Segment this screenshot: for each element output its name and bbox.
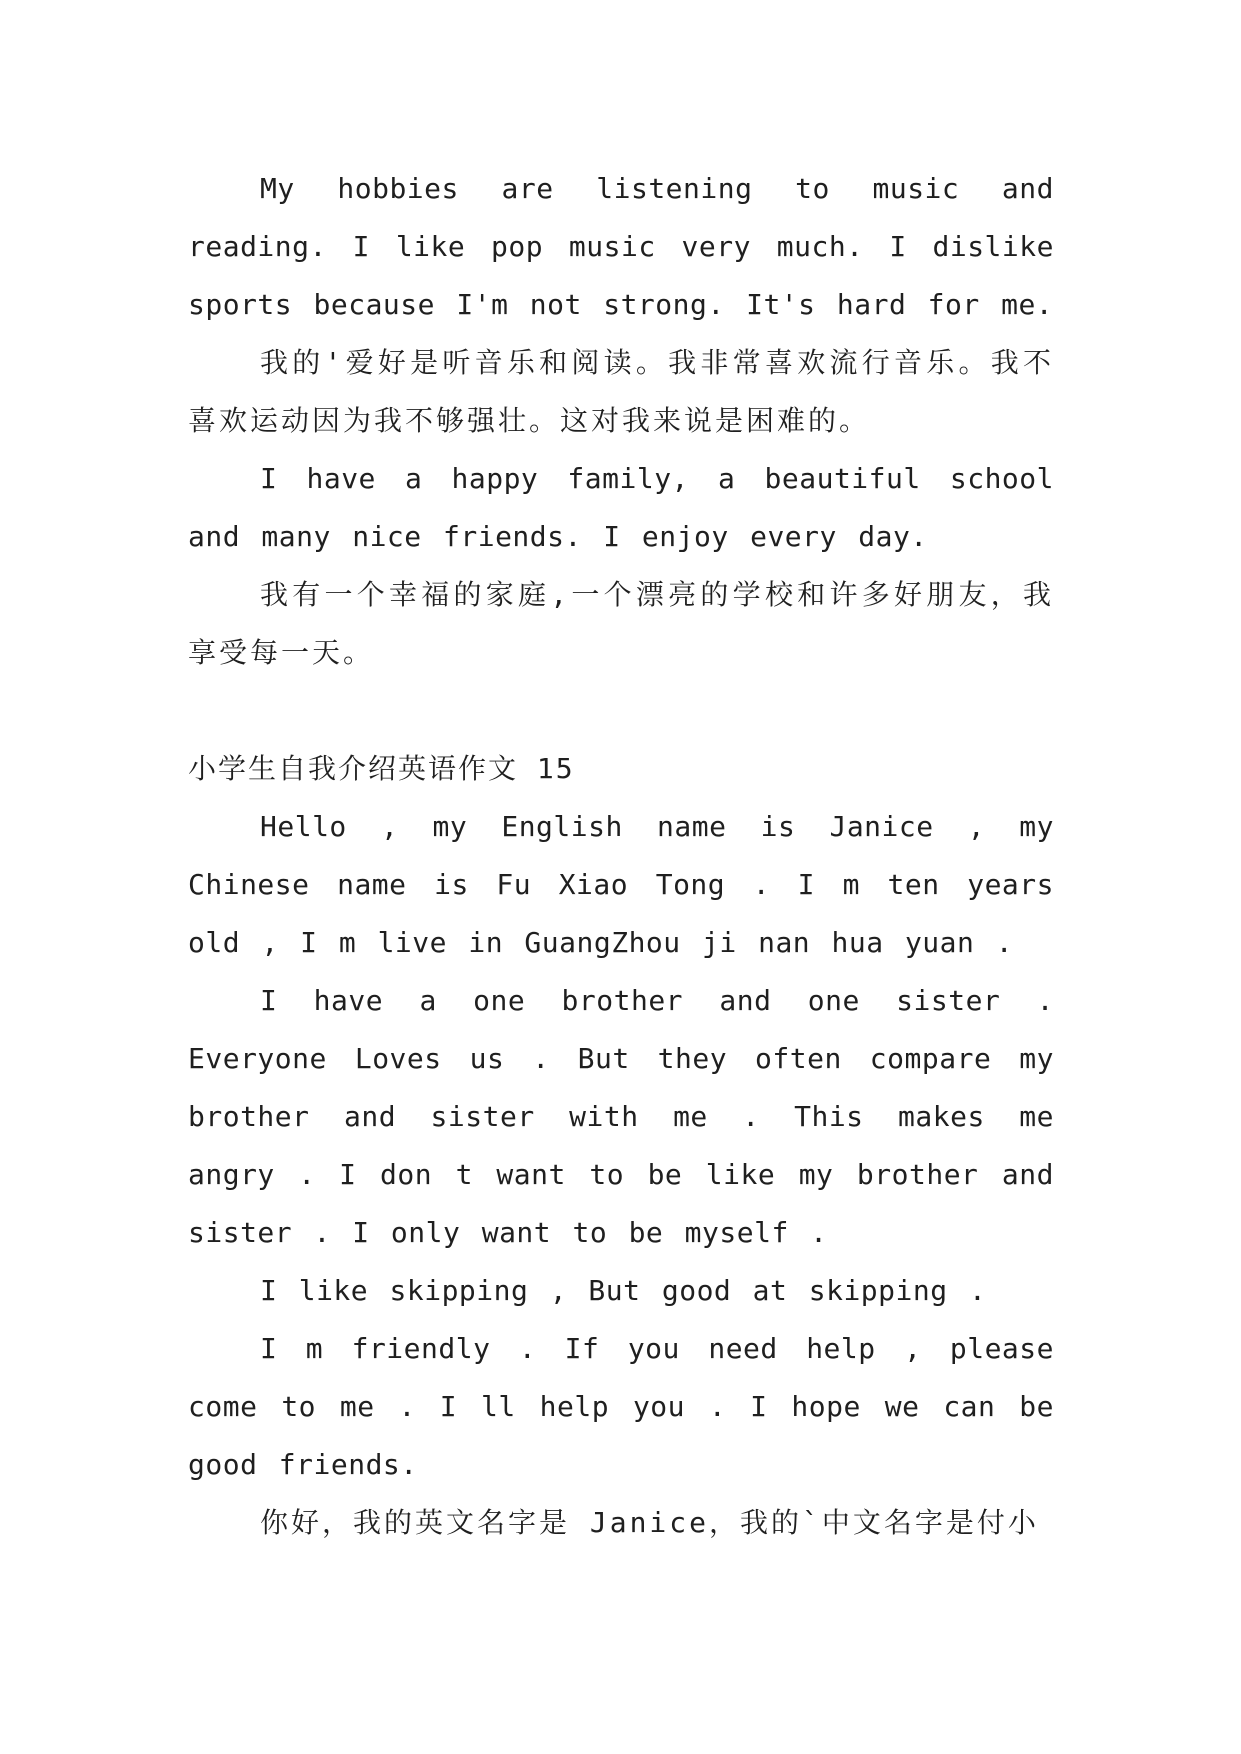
paragraph-siblings-en: I have a one brother and one sister . Everyone Loves us . But they often compare my brother and sister with me . This makes me angry . I don t want to be like my brother and sister . I only want to be myself . — [188, 984, 1054, 1249]
paragraph-intro-zh: 你好，我的英文名字是 Janice，我的`中文名字是付小 — [260, 1506, 1039, 1539]
document-body — [188, 160, 1054, 1552]
paragraph-hobbies-zh: 我的'爱好是听音乐和阅读。我非常喜欢流行音乐。我不喜欢运动因为我不够强壮。这对我来说是困难的。 — [188, 346, 1054, 437]
section-heading: 小学生自我介绍英语作文 15 — [188, 752, 575, 785]
paragraph-family-en: I have a happy family, a beautiful school and many nice friends. I enjoy every day. — [188, 462, 1054, 553]
paragraph-family-zh: 我有一个幸福的家庭,一个漂亮的学校和许多好朋友，我享受每一天。 — [188, 578, 1054, 669]
paragraph-hobbies-en: My hobbies are listening to music and reading. I like pop music very much. I dislike sports because I'm not strong. It's hard for me. — [188, 172, 1054, 321]
paragraph-friendly-en: I m friendly . If you need help , please come to me . I ll help you . I hope we can be good friends. — [188, 1332, 1054, 1481]
paragraph-intro-en: Hello , my English name is Janice , my Chinese name is Fu Xiao Tong . I m ten years old , I m live in GuangZhou ji nan hua yuan . — [188, 810, 1054, 959]
paragraph-skipping-en: I like skipping , But good at skipping . — [260, 1274, 987, 1307]
